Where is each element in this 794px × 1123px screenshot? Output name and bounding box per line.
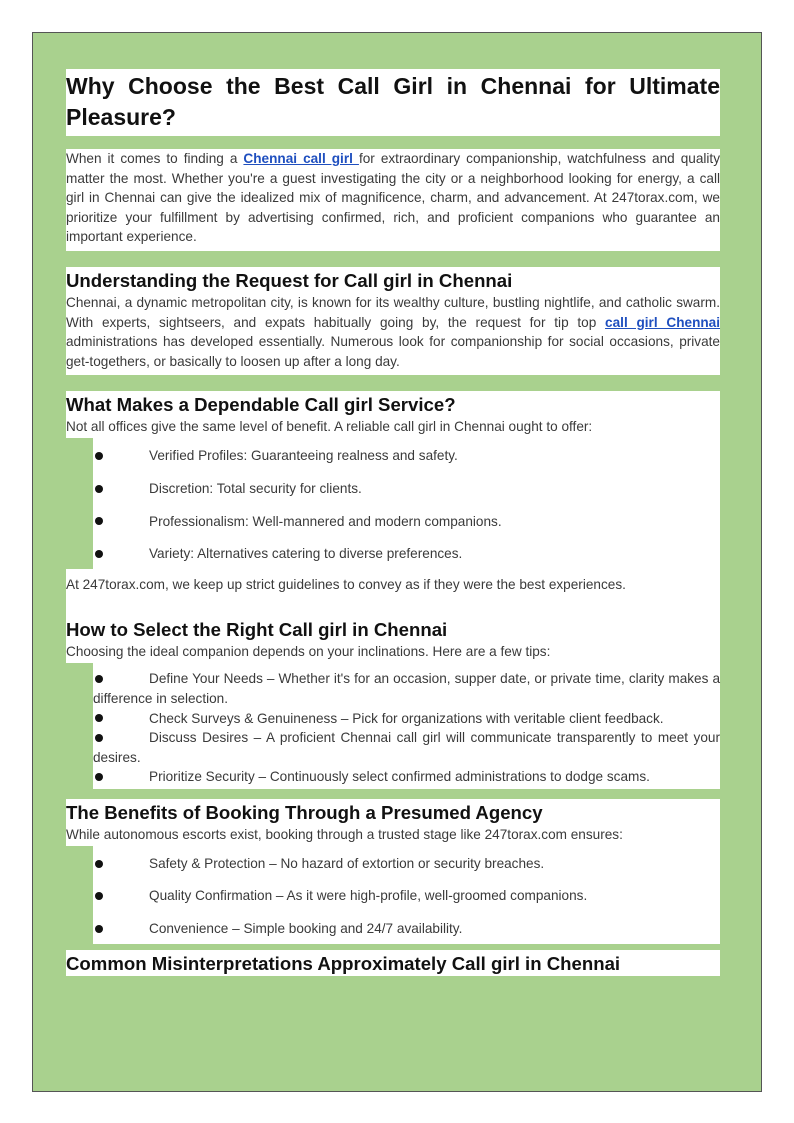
chennai-call-girl-link[interactable]: Chennai call girl — [243, 151, 359, 166]
list-item: Define Your Needs – Whether it's for an occasion, supper date, or private time, clarity makes a difference in selection. — [93, 671, 720, 706]
section-heading-misinterpretations: Common Misinterpretations Approximately Call girl in Chennai — [66, 952, 621, 974]
bullet-icon — [95, 485, 103, 493]
list-item: Variety: Alternatives catering to diverse preferences. — [93, 536, 720, 569]
bullet-icon — [95, 675, 103, 683]
list-item: Professionalism: Well-mannered and modern companions. — [93, 504, 720, 537]
bullet-icon — [95, 925, 103, 933]
list-item: Discuss Desires – A proficient Chennai call girl will communicate transparently to meet your desires. — [93, 730, 720, 765]
dependable-note: At 247torax.com, we keep up strict guidelines to convey as if they were the best experiences. — [66, 576, 626, 592]
benefits-list — [93, 846, 720, 944]
select-list — [93, 663, 720, 789]
bullet-icon — [95, 734, 103, 742]
document-content — [66, 69, 720, 976]
section-heading-dependable: What Makes a Dependable Call girl Service? — [66, 394, 456, 416]
select-intro: Choosing the ideal companion depends on your inclinations. Here are a few tips: — [66, 644, 551, 660]
dependable-intro: Not all offices give the same level of benefit. A reliable call girl in Chennai ought to offer: — [66, 419, 593, 435]
list-item: Prioritize Security – Continuously select confirmed administrations to dodge scams. — [93, 767, 720, 787]
list-item: Verified Profiles: Guaranteeing realness and safety. — [93, 438, 720, 471]
list-item: Discretion: Total security for clients. — [93, 471, 720, 504]
list-item: Check Surveys & Genuineness – Pick for organizations with veritable client feedback. — [93, 709, 720, 729]
section-heading-understanding: Understanding the Request for Call girl in Chennai — [66, 269, 513, 291]
bullet-icon — [95, 773, 103, 781]
page-title: Why Choose the Best Call Girl in Chennai for Ultimate Pleasure? — [66, 69, 720, 136]
section-heading-benefits: The Benefits of Booking Through a Presumed Agency — [66, 801, 543, 823]
bullet-icon — [95, 550, 103, 558]
bullet-icon — [95, 860, 103, 868]
list-item: Safety & Protection – No hazard of extortion or security breaches. — [93, 846, 720, 879]
dependable-list — [93, 438, 720, 568]
bullet-icon — [95, 452, 103, 460]
bullet-icon — [95, 517, 103, 525]
section-heading-select: How to Select the Right Call girl in Chennai — [66, 619, 448, 641]
call-girl-chennai-link[interactable]: call girl Chennai — [605, 314, 721, 330]
list-item: Quality Confirmation – As it were high-profile, well-groomed companions. — [93, 878, 720, 911]
bullet-icon — [95, 892, 103, 900]
intro-paragraph: When it comes to finding a Chennai call girl for extraordinary companionship, watchfulness and quality matter the most. Whether you're a guest investigating the city or a neighborhood looking for energy, a call girl in Chennai can give the idealized mix of magnificence, charm, and advancement. At 247torax.com, we prioritize your fulfillment by advertising confirmed, rich, and proficient companions who guarantee an important experience. — [66, 151, 721, 245]
list-item: Convenience – Simple booking and 24/7 availability. — [93, 911, 720, 944]
benefits-intro: While autonomous escorts exist, booking through a trusted stage like 247torax.com ensures: — [66, 826, 623, 842]
understanding-paragraph: Chennai, a dynamic metropolitan city, is known for its wealthy culture, bustling nightlife, and catholic swarm. With experts, sightseers, and expats habitually going by, the request for tip top call girl Chennai administrations has developed essentially. Numerous look for companionship for social occasions, private get-togethers, or basically to loosen up after a long day. — [66, 294, 721, 369]
bullet-icon — [95, 714, 103, 722]
